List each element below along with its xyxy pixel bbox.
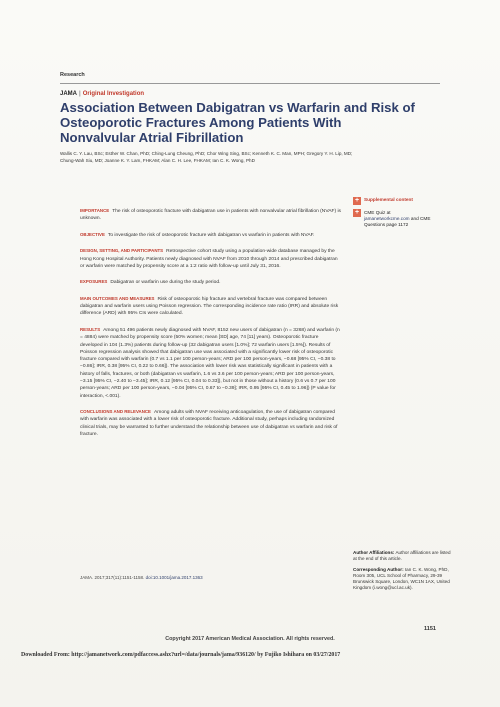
article-type: Original Investigation [82,91,145,97]
abstract-heading: CONCLUSIONS AND RELEVANCE [80,409,151,415]
download-stamp: Downloaded From: http://jamanetwork.com/pdfaccess.ashx?url=/data/journals/jama/936120/ by Fujiko Ishihara on 03/27/2017 [21,652,341,658]
section-label: Research [60,72,85,78]
corresponding-label: Corresponding Author: [353,566,404,572]
sidebar [353,197,449,234]
abstract-heading: RESULTS [80,326,101,332]
abstract-conclusions [80,408,342,438]
abstract-exposures [80,278,342,286]
author-affiliations-label: Author Affiliations: [353,550,395,555]
author-list: Wallis C. Y. Lau, BSc; Esther W. Chan, PhD; Ching-Lung Cheung, PhD; Chor Wing Sing, BSc; Kenneth K. C. Man, MPH; Gregory Y. H. Lip, MD; Chung-Wah Siu, MD; Joanne K. Y. Lam, FHKAM; Alan C. H. Lee, FHKAM; Ian C. K. Wong, PhD [60,151,353,164]
cme-label: CME Quiz at [364,209,391,215]
abstract-heading: DESIGN, SETTING, AND PARTICIPANTS [80,248,164,254]
author-affiliations-text: Author affiliations are listed at the end of this article. [353,550,451,562]
abstract-heading: IMPORTANCE [80,208,110,213]
citation-text: JAMA. 2017;317(11):1151-1158. [80,575,145,580]
abstract-text: Retrospective cohort study using a population-wide database managed by the Hong Kong Hospital Authority. Patients newly diagnosed with NVAF from 2010 through 2014 and prescribed dabigatran or warfarin were matched by propensity score at a 1:2 ratio with follow-up until July 31, 2016. [80,249,338,269]
abstract-heading: MAIN OUTCOMES AND MEASURES [80,295,155,301]
affiliations [353,550,453,596]
supplemental-content-link[interactable] [353,197,449,205]
corresponding-author [353,567,453,592]
journal-separator: | [79,91,81,97]
author-affiliations [353,550,453,563]
abstract-results [80,326,342,400]
cme-url-link[interactable]: jamanetworkcme.com [364,215,410,221]
article-title: Association Between Dabigatran vs Warfarin and Risk of Osteoporotic Fractures Among Patients With Nonvalvular Atrial Fibrillation [60,100,415,145]
citation [80,575,203,580]
plus-icon: + [354,196,360,204]
abstract [80,207,342,446]
copyright-notice: Copyright 2017 American Medical Association. All rights reserved. [165,636,335,642]
cme-suffix: and CME Questions page 1172 [364,215,431,228]
page-number: 1151 [424,626,436,632]
corresponding-text: Ian C. K. Wong, PhD, Room 305, UCL School of Pharmacy, 29-39 Brunswick Square, London, WC1N 1AX, United Kingdom (i.wong@ucl.ac.uk). [353,566,450,591]
doi-link[interactable]: doi:10.1001/jama.2017.1363 [145,575,203,580]
abstract-text: Dabigatran or warfarin use during the study period. [110,280,221,286]
header-rule [60,83,440,84]
abstract-text: Risk of osteoporotic hip fracture and vertebral fracture was compared between dabigatran and warfarin users using Poisson regression. The corresponding incidence rate ratio (IRR) and absolute risk difference (ARD) with 95% CIs were calculated. [80,296,339,317]
abstract-heading: OBJECTIVE [80,231,105,237]
abstract-text: Among 51 496 patients newly diagnosed with NVAF, 8152 new users of dabigatran (n = 3268) and warfarin (n = 4884) were matched by propensity score (50% women; mean [SD] age, 74 [11] years). Osteoporotic fracture developed in 104 (1.3%) patients during follow-up (32 dabigatran users [1.0%]; 72 warfarin users [1.5%]). Results of Poisson regression analysis showed that dabigatran use was associated with a significantly lower risk of osteoporotic fracture compared with warfarin (0.7 vs 1.1 per 100 person-years; ARD per 100 person-years, −0.68 [95% CI, −0.38 to −0.86]; IRR, 0.38 [95% CI, 0.22 to 0.66]). The association with lower risk was statistically significant in patients with a history of falls, fractures, or both (dabigatran vs warfarin, 1.6 vs 3.6 per 100 person-years; ARD per 100 person-years, −3.15 [95% CI, −2.40 to −3.45]; IRR, 0.12 [95% CI, 0.04 to 0.33]), but not in those without a history (0.6 vs 0.7 per 100 person-years; ARD per 100 person-years, −0.04 [95% CI, 0.67 to −0.39]; IRR, 0.95 [95% CI, 0.45 to 1.96]) (P value for interaction, <.001). [80,327,340,399]
journal-name: JAMA [60,91,78,97]
abstract-outcomes [80,295,342,318]
abstract-heading: EXPOSURES [80,279,108,285]
cme-quiz-link[interactable] [353,210,449,229]
abstract-objective [80,231,342,239]
journal-line [60,91,144,97]
abstract-text: Among adults with NVAF receiving anticoagulation, the use of dabigatran compared with warfarin was associated with a lower risk of osteoporotic fracture. Additional study, perhaps including randomized clinical trials, may be warranted to further understand the relationship between use of dabigatran vs warfarin and risk of fracture. [80,410,338,437]
plus-icon: + [354,209,360,216]
abstract-text: The risk of osteoporotic fracture with dabigatran use in patients with nonvalvular atrial fibrillation (NVAF) is unknown. [80,209,341,222]
supplemental-label: Supplemental content [364,197,413,202]
abstract-text: To investigate the risk of osteoporotic fracture with dabigatran vs warfarin in patients with NVAF. [107,232,315,238]
abstract-design [80,247,342,270]
abstract-importance [80,207,342,223]
